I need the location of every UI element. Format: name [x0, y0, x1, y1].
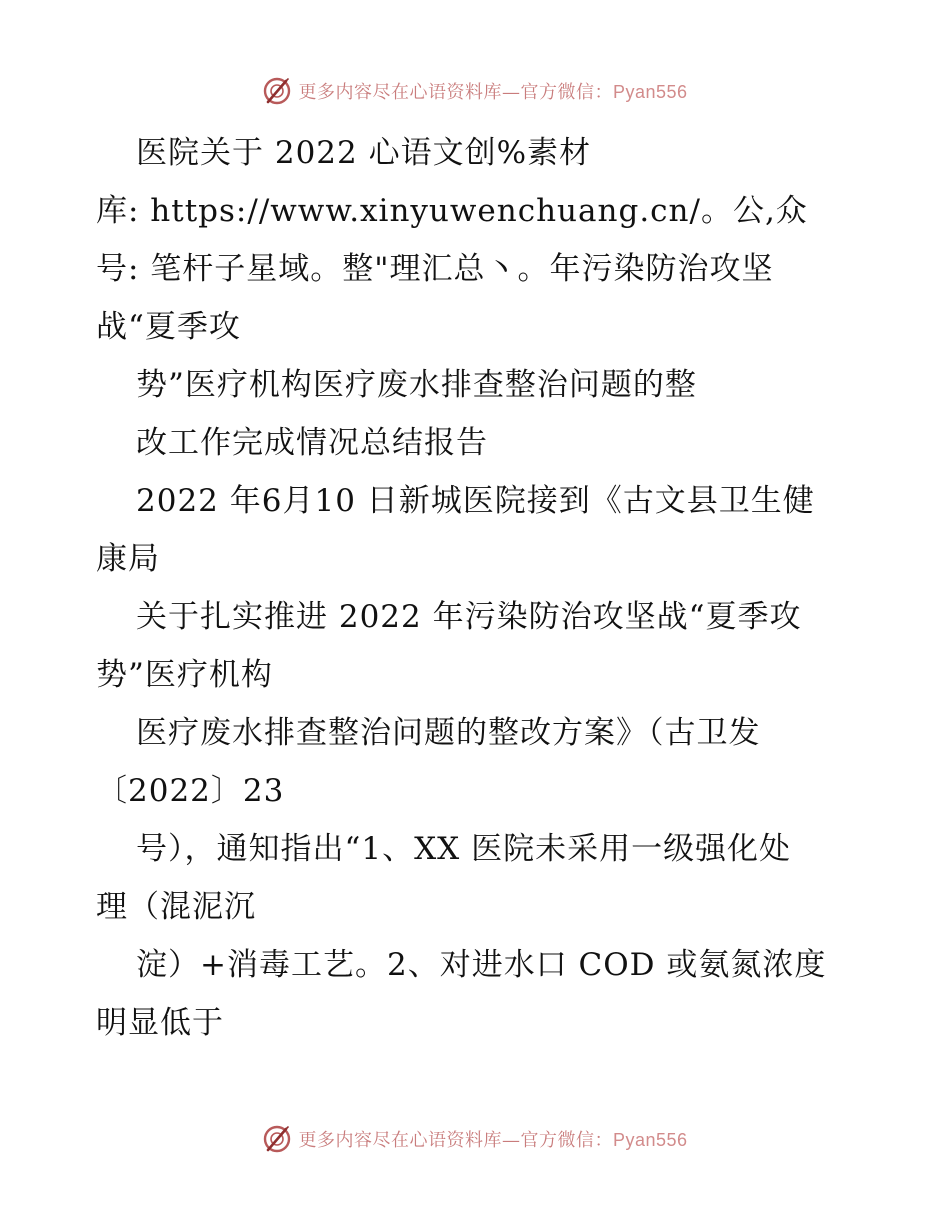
text-line: 势”医疗机构医疗废水排查整治问题的整 — [136, 367, 697, 403]
text-line: 医疗废水排查整治问题的整改方案》（古卫发 — [136, 715, 761, 751]
text-line: 改工作完成情况总结报告 — [136, 425, 488, 461]
text-line: 医院关于 2022 心语文创%素材 — [136, 135, 592, 171]
text-line: 关于扎实推进 2022 年污染防治攻坚战“夏季攻 — [136, 599, 802, 635]
watermark-wechat-id: Pyan556 — [612, 1130, 688, 1150]
text-line: 库: https://www.xinyuwenchuang.cn/。公,众 — [96, 193, 808, 229]
text-line: 2022 年6月10 日新城医院接到《古文县卫生健 — [136, 483, 815, 519]
watermark-prefix: 更多内容尽在心语资料库—官方微信： — [298, 82, 613, 103]
text-line: 势”医疗机构 — [96, 657, 273, 693]
watermark-text — [298, 78, 687, 104]
text-line: 康局 — [96, 541, 160, 577]
text-line: 号: 笔杆子星域。整"理汇总丶。年污染防治攻坚 — [96, 251, 774, 287]
quill-logo-icon — [262, 76, 292, 106]
text-line: 战“夏季攻 — [96, 309, 241, 345]
watermark-wechat-id: Pyan556 — [612, 82, 688, 102]
header-watermark — [0, 74, 950, 108]
quill-logo-icon — [262, 1124, 292, 1154]
text-line: 理（混泥沉 — [96, 889, 256, 925]
watermark-prefix: 更多内容尽在心语资料库—官方微信： — [298, 1130, 613, 1151]
footer-watermark — [0, 1122, 950, 1156]
text-line: 〔2022〕23 — [96, 773, 285, 809]
document-body — [96, 124, 866, 1052]
text-line: 淀）+消毒工艺。2、对进水口 COD 或氨氮浓度 — [136, 947, 827, 983]
text-line: 明显低于 — [96, 1005, 224, 1041]
watermark-text — [298, 1126, 687, 1152]
text-line: 号），通知指出“1、XX 医院未采用一级强化处 — [136, 831, 792, 867]
